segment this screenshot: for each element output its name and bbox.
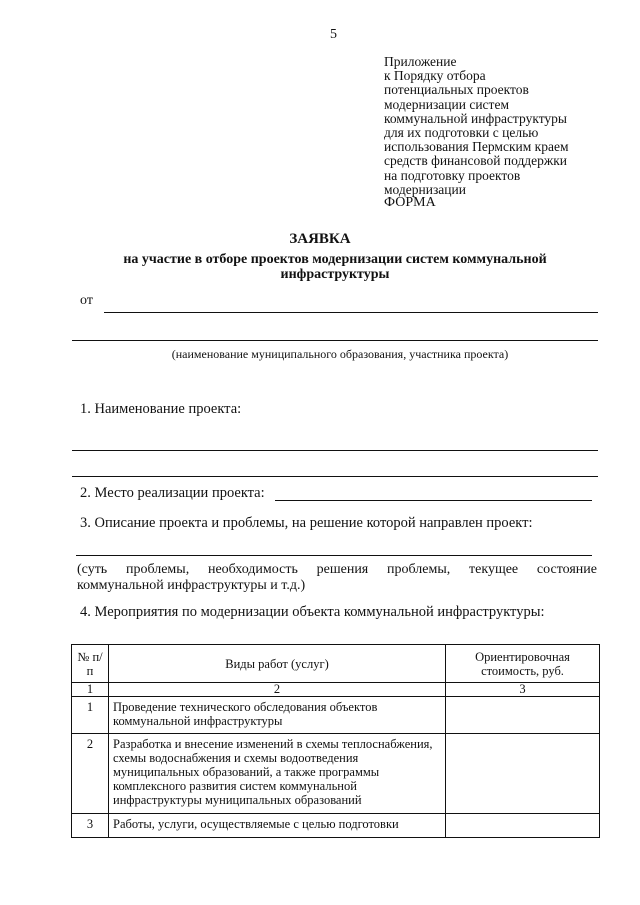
from-label: от bbox=[80, 293, 93, 308]
works-table bbox=[71, 644, 600, 838]
appendix-line: модернизации bbox=[384, 181, 466, 197]
row-work: Проведение технического обследования объектов коммунальной инфраструктуры bbox=[109, 697, 446, 734]
from-input-line[interactable] bbox=[104, 312, 598, 313]
row-num: 2 bbox=[72, 734, 109, 814]
project-location-label: 2. Место реализации проекта: bbox=[80, 485, 265, 501]
row-cost[interactable] bbox=[446, 734, 600, 814]
form-label: ФОРМА bbox=[384, 195, 436, 210]
index-cell: 3 bbox=[446, 683, 600, 697]
project-description-label: 3. Описание проекта и проблемы, на решение которой направлен проект: bbox=[80, 515, 533, 531]
table-header-row bbox=[72, 645, 600, 683]
index-cell: 2 bbox=[109, 683, 446, 697]
appendix-line: потенциальных проектов bbox=[384, 82, 529, 98]
document-subtitle: на участие в отборе проектов модернизации систем коммунальной инфраструктуры bbox=[123, 252, 547, 282]
header-num bbox=[72, 645, 109, 683]
table-index-row bbox=[72, 683, 600, 697]
appendix-line: Приложение bbox=[384, 54, 457, 69]
project-name-line-2[interactable] bbox=[72, 476, 598, 477]
description-hint-2: коммунальной инфраструктуры и т.д.) bbox=[77, 578, 306, 593]
from-caption: (наименование муниципального образования, участника проекта) bbox=[171, 347, 509, 361]
header-work: Виды работ (услуг) bbox=[109, 645, 446, 683]
table-row bbox=[72, 734, 600, 814]
row-cost[interactable] bbox=[446, 697, 600, 734]
row-work: Работы, услуги, осуществляемые с целью подготовки bbox=[109, 814, 446, 838]
appendix-line: средств финансовой поддержки bbox=[384, 153, 568, 169]
row-cost[interactable] bbox=[446, 814, 600, 838]
header-cost: Ориентировочная стоимость, руб. bbox=[446, 645, 600, 683]
appendix-note bbox=[384, 55, 624, 197]
description-hint: (суть проблемы, необходимость решения проблемы, текущее состояние bbox=[77, 562, 597, 577]
row-num: 3 bbox=[72, 814, 109, 838]
document-title: ЗАЯВКА bbox=[289, 231, 351, 247]
index-cell: 1 bbox=[72, 683, 109, 697]
table-row bbox=[72, 814, 600, 838]
page-number: 5 bbox=[330, 27, 337, 42]
measures-label: 4. Мероприятия по модернизации объекта коммунальной инфраструктуры: bbox=[80, 604, 545, 620]
appendix-line: к Порядку отбора bbox=[384, 68, 486, 84]
appendix-line: на подготовку проектов bbox=[384, 167, 521, 183]
project-name-label: 1. Наименование проекта: bbox=[80, 401, 242, 417]
appendix-line: использования Пермским краем bbox=[384, 139, 569, 155]
row-work: Разработка и внесение изменений в схемы теплоснабжения, схемы водоснабжения и схемы водоотведения муниципальных образований, а также программы комплексного развития систем коммунальной инфраструктуры муниципальных образований bbox=[109, 734, 446, 814]
header-num-text: № п/п bbox=[77, 649, 103, 678]
project-location-line[interactable] bbox=[275, 500, 592, 501]
from-input-line-2[interactable] bbox=[72, 340, 598, 341]
project-name-line[interactable] bbox=[72, 450, 598, 451]
table-row bbox=[72, 697, 600, 734]
row-num: 1 bbox=[72, 697, 109, 734]
appendix-line: коммунальной инфраструктуры bbox=[384, 110, 567, 126]
project-description-line[interactable] bbox=[76, 555, 592, 556]
appendix-line: для их подготовки с целью bbox=[384, 125, 539, 141]
appendix-line: модернизации систем bbox=[384, 96, 509, 112]
